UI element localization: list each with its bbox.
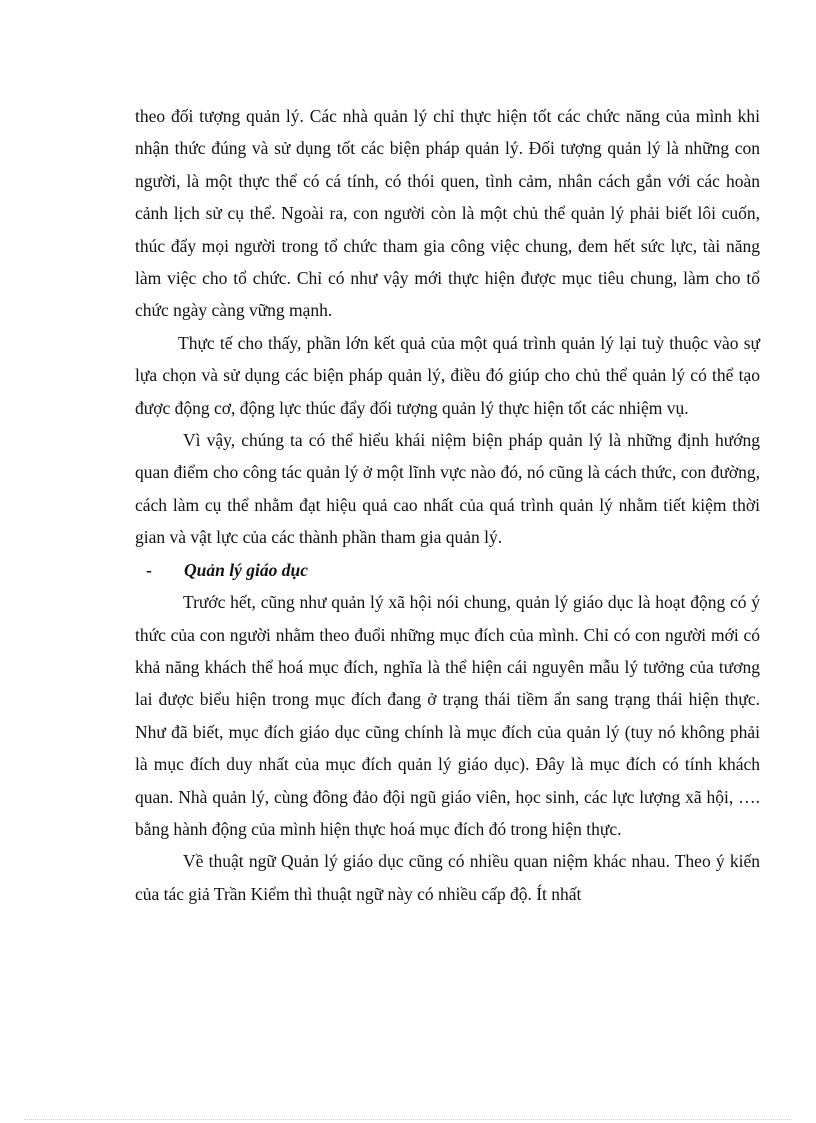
paragraph-4: Trước hết, cũng như quản lý xã hội nói chung, quản lý giáo dục là hoạt động có ý thức của con người nhằm theo đuổi những mục đích của mình. Chỉ có con người mới có khả năng khách thể hoá mục đích, nghĩa là thể hiện cái nguyên mẫu lý tưởng của tương lai được biểu hiện trong mục đích đang ở trạng thái tiềm ẩn sang trạng thái hiện thực. Như đã biết, mục đích giáo dục cũng chính là mục đích của quản lý (tuy nó không phải là mục đích duy nhất của mục đích quản lý giáo dục). Đây là mục đích có tính khách quan. Nhà quản lý, cùng đông đảo đội ngũ giáo viên, học sinh, các lực lượng xã hội, …. bằng hành động của mình hiện thực hoá mục đích đó trong hiện thực. — [135, 592, 760, 839]
paragraph-5: Về thuật ngữ Quản lý giáo dục cũng có nhiều quan niệm khác nhau. Theo ý kiến của tác giả Trần Kiểm thì thuật ngữ này có nhiều cấp độ. Ít nhất — [135, 851, 760, 904]
paragraph-2: Thực tế cho thấy, phần lớn kết quả của một quá trình quản lý lại tuỳ thuộc vào sự lựa chọn và sử dụng các biện pháp quản lý, điều đó giúp cho chủ thể quản lý có thể tạo được động cơ, động lực thúc đẩy đối tượng quản lý thực hiện tốt các nhiệm vụ. — [135, 332, 760, 418]
paragraph-3: Vì vậy, chúng ta có thể hiểu khái niệm biện pháp quản lý là những định hướng quan điểm cho công tác quản lý ở một lĩnh vực nào đó, nó cũng là cách thức, con đường, cách làm cụ thể nhằm đạt hiệu quả cao nhất của quá trình quản lý nhằm tiết kiệm thời gian và vật lực của các thành phần tham gia quản lý. — [135, 430, 760, 548]
paragraph-1: theo đối tượng quản lý. Các nhà quản lý chỉ thực hiện tốt các chức năng của mình khi nhận thức đúng và sử dụng tốt các biện pháp quản lý. Đối tượng quản lý là những con người, là một thực thể có cá tính, có thói quen, tình cảm, nhân cách gắn với các hoàn cảnh lịch sử cụ thể. Ngoài ra, con người còn là một chủ thể quản lý phải biết lôi cuốn, thúc đẩy mọi người trong tổ chức tham gia công việc chung, đem hết sức lực, tài năng làm việc cho tổ chức. Chỉ có như vậy mới thực hiện được mục tiêu chung, làm cho tổ chức ngày càng vững mạnh. — [135, 106, 760, 321]
page-bottom-border — [24, 1119, 792, 1120]
section-heading — [135, 554, 760, 586]
section-heading-text: Quản lý giáo dục — [184, 559, 308, 580]
document-page — [135, 100, 760, 910]
bullet-dash: - — [146, 559, 152, 580]
